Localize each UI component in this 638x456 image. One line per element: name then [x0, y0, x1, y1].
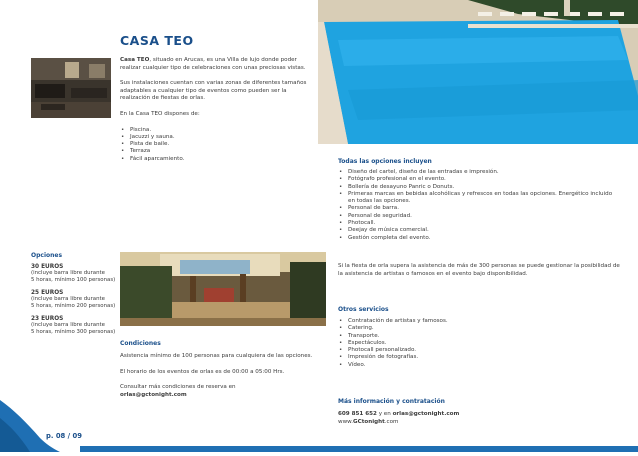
- footer-wave: [0, 392, 80, 452]
- option-item: [31, 264, 121, 284]
- included-note: Si la fiesta de orla supera la asistencia de más de 300 personas se puede gestionar la posibilidad de la asistencia de artistas o famosos en el evento bajo disponibilidad.: [338, 263, 620, 277]
- intro-paragraph-1: [120, 57, 310, 72]
- service-item: • Impresión de fotografías.: [338, 354, 598, 361]
- option-item: [31, 290, 121, 310]
- included-item: • Primeras marcas en bebidas alcohólicas y refrescos en todas las opciones. Energético incluido en todas las opciones.: [338, 191, 618, 206]
- conditions-block: [120, 353, 320, 399]
- option-item: [31, 316, 121, 336]
- amenity-item: • Jacuzzi y sauna.: [120, 134, 310, 141]
- conditions-text-1: Asistencia mínimo de 100 personas para cualquiera de las opciones.: [120, 353, 313, 359]
- web-name: GCtonight: [353, 418, 385, 425]
- pool-photo: [318, 0, 638, 144]
- service-item: • Vídeo.: [338, 362, 598, 369]
- contact-web-link[interactable]: [338, 419, 598, 427]
- intro-paragraph-2: Sus instalaciones cuentan con varias zonas de diferentes tamaños adaptables a cualquier tipo de eventos como pueden ser la realización de fiestas de orlas.: [120, 80, 307, 102]
- interior-photo-graphic: [31, 58, 111, 118]
- option-note-line2: 5 horas, mínimo 100 personas): [31, 277, 116, 283]
- venue-name: Casa TEO: [120, 57, 150, 63]
- option-note-line1: (incluye barra libre durante: [31, 270, 105, 276]
- footer-wave-graphic: [0, 392, 80, 452]
- included-item: • Deejay de música comercial.: [338, 227, 638, 234]
- page-number: p. 08 / 09: [46, 432, 82, 440]
- amenity-item: • Piscina.: [120, 127, 310, 134]
- service-item: • Espectáculos.: [338, 340, 598, 347]
- option-price: 25 EUROS: [31, 290, 64, 296]
- amenity-item: • Fácil aparcamiento.: [120, 156, 310, 163]
- terrace-photo: [120, 252, 326, 326]
- included-list: [338, 169, 638, 242]
- conditions-text-3: Consultar más condiciones de reserva en: [120, 384, 236, 391]
- option-note-line1: (incluye barra libre durante: [31, 296, 105, 302]
- footer-bar: [80, 446, 638, 452]
- service-item: • Photocall personalizado.: [338, 347, 598, 354]
- intro-text-1: , situado en Arucas, es una Villa de lujo donde poder realizar cualquier tipo de celebraciones con unas preciosas vistas.: [120, 57, 306, 71]
- included-item: • Diseño del cartel, diseño de las entradas e impresión.: [338, 169, 638, 176]
- included-item: • Personal de seguridad.: [338, 213, 638, 220]
- terrace-photo-graphic: [120, 252, 326, 326]
- included-item: • Photocall.: [338, 220, 638, 227]
- intro-paragraph-3: En la Casa TEO dispones de:: [120, 110, 200, 117]
- contact-heading: Más información y contratación: [338, 398, 445, 405]
- interior-photo: [31, 58, 111, 118]
- included-item: • Personal de barra.: [338, 205, 638, 212]
- contact-email-link[interactable]: orlas@gctonight.com: [392, 411, 460, 417]
- intro-block: [120, 57, 310, 163]
- included-item: • Gestión completa del evento.: [338, 235, 638, 242]
- options-list: [31, 264, 121, 336]
- web-prefix: www.: [338, 418, 353, 425]
- conditions-email-link[interactable]: orlas@gctonight.com: [120, 391, 187, 398]
- contact-block: [338, 411, 598, 426]
- option-price: 30 EUROS: [31, 264, 64, 270]
- conditions-heading: Condiciones: [120, 340, 161, 347]
- option-note-line1: (incluye barra libre durante: [31, 322, 105, 328]
- contact-connector: y en: [376, 411, 393, 417]
- included-item: • Fotógrafo profesional en el evento.: [338, 176, 638, 183]
- web-suffix: .com: [384, 418, 399, 425]
- other-services-heading: Otros servicios: [338, 306, 389, 313]
- contact-line-1: [338, 411, 598, 419]
- included-heading: Todas las opciones incluyen: [338, 158, 432, 165]
- service-item: • Catering.: [338, 325, 598, 332]
- other-services-list: [338, 318, 598, 369]
- option-note-line2: 5 horas, mínimo 200 personas): [31, 303, 116, 309]
- pool-photo-graphic: [318, 0, 638, 144]
- service-item: • Contratación de artistas y famosos.: [338, 318, 598, 325]
- contact-phone[interactable]: 609 851 652: [338, 411, 377, 417]
- conditions-text-2: El horario de los eventos de orlas es de 00:00 a 05:00 Hrs.: [120, 368, 285, 375]
- amenity-item: • Pista de baile.: [120, 141, 310, 148]
- included-item: • Bollería de desayuno Panric o Donuts.: [338, 184, 638, 191]
- option-note-line2: 5 horas, mínimo 300 personas): [31, 329, 116, 335]
- options-heading: Opciones: [31, 252, 63, 259]
- service-item: • Transporte.: [338, 333, 598, 340]
- option-price: 23 EUROS: [31, 316, 64, 322]
- page-title: CASA TEO: [120, 33, 194, 48]
- amenity-item: • Terraza: [120, 148, 310, 155]
- amenities-list: [120, 127, 310, 163]
